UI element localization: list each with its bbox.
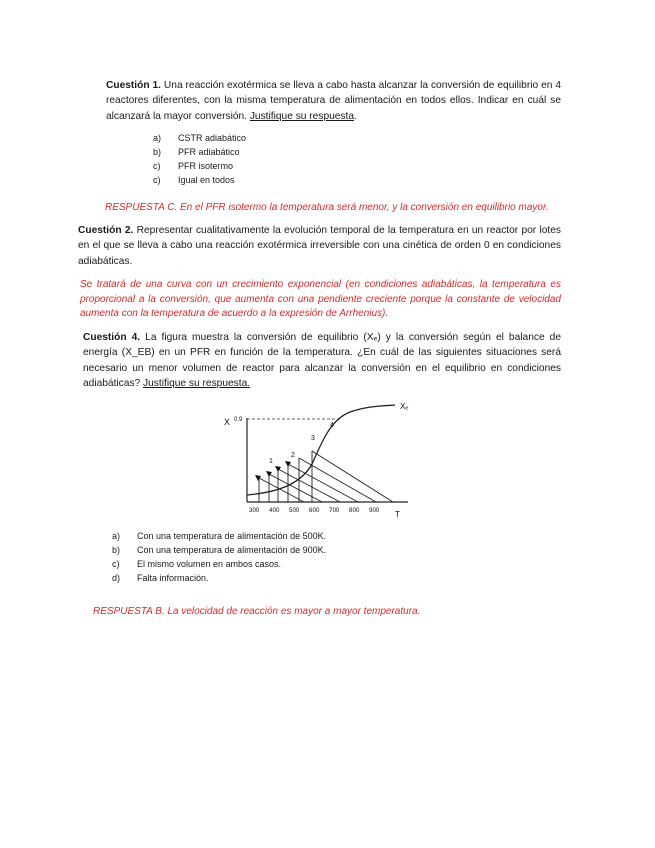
energy-balance-line [288,464,358,502]
question-1-label: Cuestión 1. [106,80,161,91]
arrowhead [266,471,272,477]
point-label: 1 [269,458,273,465]
question-4 [83,330,561,392]
option-text: CSTR adiabático [178,133,247,143]
arrowheads [255,461,291,481]
question-4-text: La figura muestra la conversión de equilibrio (Xₑ) y la conversión según el balance de energía (X_EB) en un PFR en función de la temperatura. ¿En cuál de las siguientes situaciones será necesario un menor volumen de reactor para alcanzar la conversión en el equilibrio en condiciones adiabáticas? [83,332,561,390]
energy-balance-lines [259,451,393,502]
option-item [153,131,246,145]
arrowhead [285,461,291,467]
question-1-tail: . [354,110,357,122]
option-text: Con una temperatura de alimentación de 500K. [137,531,327,541]
option-marker: c) [112,559,120,569]
option-text: Con una temperatura de alimentación de 900K. [137,545,327,555]
question-1-justify: Justifique su respuesta [249,110,355,122]
drop-lines [259,451,312,502]
point-label: 4 [330,422,334,429]
option-item [112,571,326,585]
x-tick-labels [249,507,380,514]
option-item [153,145,246,159]
curve-label: Xₑ [400,402,409,411]
y-axis-label: X [224,417,231,427]
arrowhead [255,475,261,481]
energy-balance-line [312,451,393,502]
option-text: Igual en todos [178,175,235,185]
option-text: PFR isotermo [178,161,234,171]
x-tick-label: 600 [309,507,320,514]
option-marker: a) [112,531,121,541]
option-item [112,529,326,543]
option-marker: a) [153,133,162,143]
arrowhead [275,466,281,472]
option-item [112,557,326,571]
question-1-options [153,131,246,187]
option-marker: b) [112,545,121,555]
point-label: 2 [291,452,295,459]
question-1 [106,78,561,124]
energy-balance-line [299,458,376,502]
y-tick-label: 0.9 [234,417,243,423]
question-4-options [112,529,326,585]
answer-4: RESPUESTA B. La velocidad de reacción es mayor a mayor temperatura. [93,606,421,617]
option-marker: c) [153,175,161,185]
option-item [153,173,246,187]
option-marker: c) [153,161,161,171]
energy-balance-line [259,478,304,502]
x-tick-label: 800 [349,507,360,514]
answer-2: Se tratará de una curva con un crecimiento exponencial (en condiciones adiabáticas, la temperatura es proporcional a la conversión, que aumenta con una pendiente creciente porque la constante de velocidad aumenta con la temperatura de acuerdo a la expresión de Arrhenius). [80,279,561,320]
x-tick-label: 900 [369,507,380,514]
option-marker: d) [112,573,121,583]
option-item [153,159,246,173]
x-tick-label: 700 [329,507,340,514]
option-item [112,543,326,557]
x-tick-label: 500 [289,507,300,514]
x-tick-label: 400 [269,507,280,514]
question-4-justify: Justifique su respuesta. [143,378,251,390]
point-label: 3 [311,435,315,442]
x-axis-label: T [395,510,400,519]
question-2-text: Representar cualitativamente la evolución temporal de la temperatura en un reactor por lotes en el que se lleva a cabo una reacción exotérmica irreversible con una cinética de orden 0 en condiciones adiabáticas. [78,225,561,267]
answer-1: RESPUESTA C. En el PFR isotermo la temperatura será menor, y la conversión en equilibrio mayor. [105,202,549,213]
option-text: PFR adiabático [178,147,240,157]
option-marker: b) [153,147,162,157]
option-text: Falta información. [137,573,209,583]
option-text: El mismo volumen en ambos casos. [137,559,282,569]
conversion-temperature-figure [212,396,428,524]
question-2-label: Cuestión 2. [78,225,134,236]
question-1-text: Una reacción exotérmica se lleva a cabo hasta alcanzar la conversión de equilibrio en 4 reactores diferentes, con la misma temperatura de alimentación en todos ellos. Indicar en cuál se alcanzará la mayor conversión. [106,80,561,122]
x-tick-label: 300 [249,507,260,514]
question-4-label: Cuestión 4. [83,332,141,343]
question-2 [78,223,561,269]
